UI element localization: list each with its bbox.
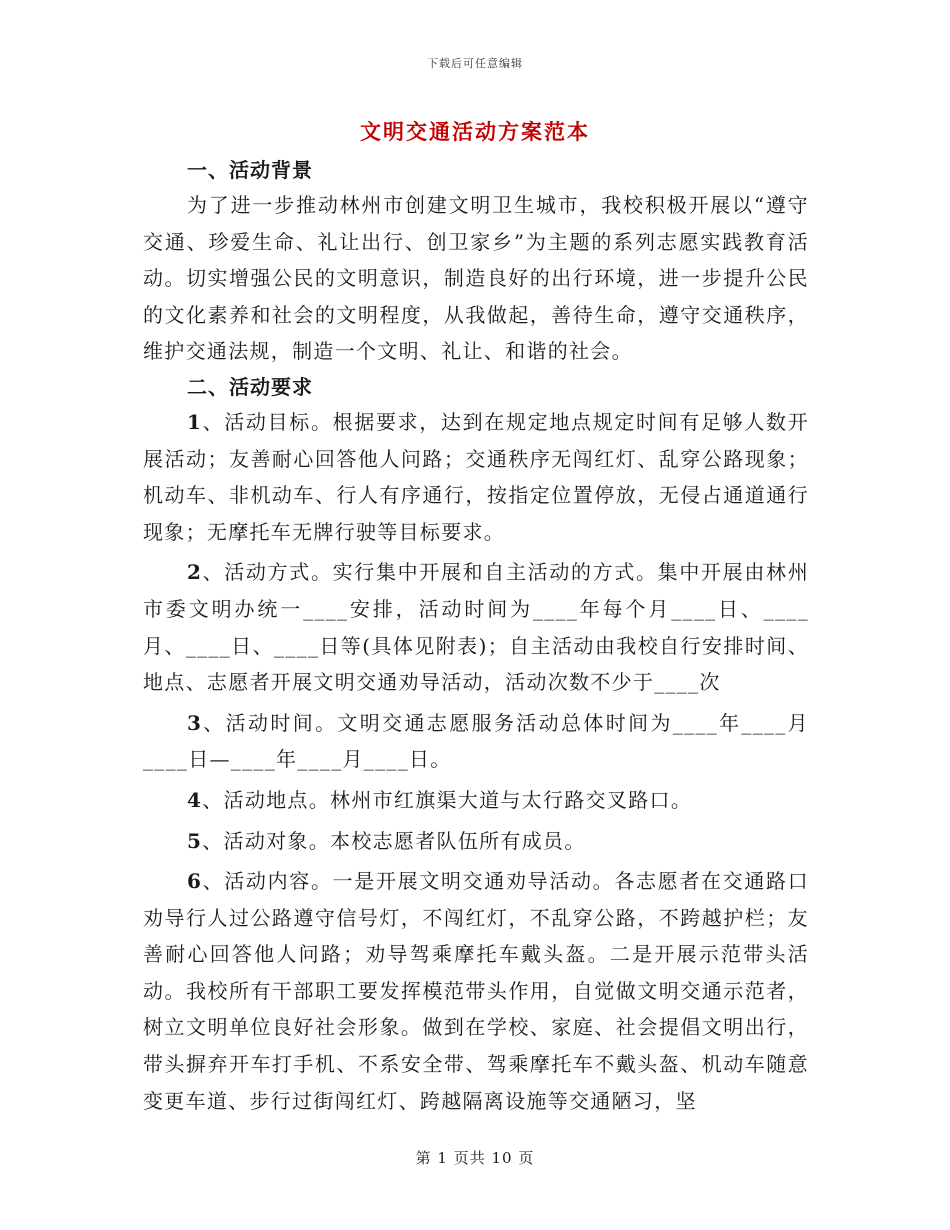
item-number: 2 xyxy=(187,560,203,585)
item-number: 6 xyxy=(187,869,203,894)
document-body xyxy=(143,153,809,1119)
item-number: 5 xyxy=(187,828,203,853)
section-heading-background: 一、活动背景 xyxy=(187,158,313,182)
page-footer: 第 1 页共 10 页 xyxy=(415,1149,535,1167)
item-number: 4 xyxy=(187,787,203,812)
item-number: 3 xyxy=(187,710,203,735)
item-text: 、活动地点。林州市红旗渠大道与太行路交叉路口。 xyxy=(202,787,693,812)
item-text: 、活动对象。本校志愿者队伍所有成员。 xyxy=(202,828,586,853)
requirement-item-participants xyxy=(143,823,809,860)
item-text: 、活动时间。文明交通志愿服务活动总体时间为____年____月____日—____年____月____日。 xyxy=(143,710,809,772)
item-text: 、活动方式。实行集中开展和自主活动的方式。集中开展由林州市委文明办统一____安排，活动时间为____年每个月____日、____月、____日、____日等(具体见附表)；自主活动由我校自行安排时间、地点、志愿者开展文明交通劝导活动，活动次数不少于____次 xyxy=(143,560,809,695)
background-paragraph: 为了进一步推动林州市创建文明卫生城市，我校积极开展以“遵守交通、珍爱生命、礼让出行、创卫家乡”为主题的系列志愿实践教育活动。切实增强公民的文明意识，制造良好的出行环境，进一步提升公民的文化素养和社会的文明程度，从我做起，善待生命，遵守交通秩序，维护交通法规，制造一个文明、礼让、和谐的社会。 xyxy=(143,193,809,364)
requirement-item-content xyxy=(143,863,809,1119)
requirement-item-method xyxy=(143,554,809,700)
header-note: 下载后可任意编辑 xyxy=(427,57,523,70)
requirement-item-time xyxy=(143,705,809,778)
document-title: 文明交通活动方案范本 xyxy=(360,119,590,144)
requirement-item-location xyxy=(143,782,809,819)
requirement-item-goal xyxy=(143,404,809,550)
section-heading-requirements: 二、活动要求 xyxy=(187,374,313,399)
item-text: 、活动目标。根据要求，达到在规定地点规定时间有足够人数开展活动；友善耐心回答他人问路；交通秩序无闯红灯、乱穿公路现象；机动车、非机动车、行人有序通行，按指定位置停放，无侵占通道通行现象；无摩托车无牌行驶等目标要求。 xyxy=(143,409,809,544)
item-text: 、活动内容。一是开展文明交通劝导活动。各志愿者在交通路口劝导行人过公路遵守信号灯，不闯红灯，不乱穿公路，不跨越护栏；友善耐心回答他人问路；劝导驾乘摩托车戴头盔。二是开展示范带头活动。我校所有干部职工要发挥模范带头作用，自觉做文明交通示范者，树立文明单位良好社会形象。做到在学校、家庭、社会提倡文明出行，带头摒弃开车打手机、不系安全带、驾乘摩托车不戴头盔、机动车随意变更车道、步行过街闯红灯、跨越隔离设施等交通陋习，坚 xyxy=(143,869,809,1113)
item-number: 1 xyxy=(187,409,203,434)
